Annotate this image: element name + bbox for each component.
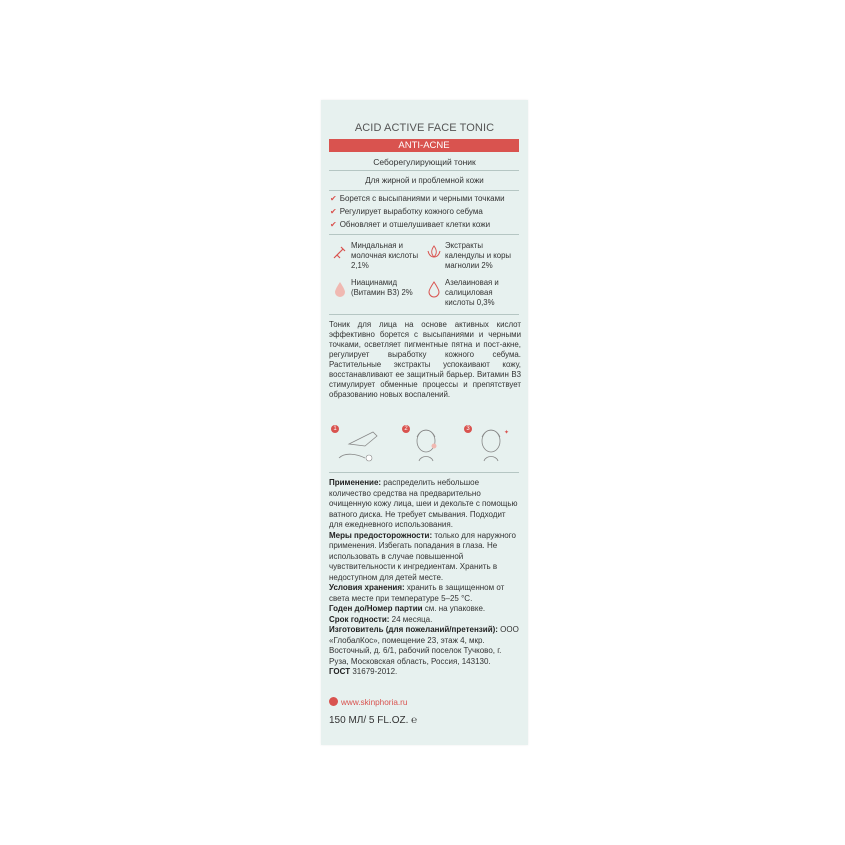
- check-icon: ✔: [330, 207, 337, 216]
- face-glow-illustration: [473, 425, 513, 465]
- ingredient-extracts: Экстракты календулы и коры магнолии 2%: [445, 241, 512, 270]
- step-badge: 3: [464, 425, 472, 433]
- step-badge: 1: [331, 425, 339, 433]
- acid-drop-icon: [425, 280, 443, 298]
- svg-text:✦: ✦: [504, 430, 510, 436]
- divider: [329, 472, 519, 473]
- face-cotton-illustration: [409, 425, 443, 465]
- skin-type: Для жирной и проблемной кожи: [365, 176, 484, 185]
- check-icon: ✔: [330, 194, 337, 203]
- product-title: ACID ACTIVE FACE TONIC: [354, 122, 495, 134]
- product-type: Себорегулирующий тоник: [373, 157, 476, 167]
- divider: [329, 170, 519, 171]
- ingredient-azelaic: Азелаиновая и салициловая кислоты 0,3%: [445, 278, 499, 307]
- usage-section: Применение: распределить небольшое количество средства на предварительно очищенную кожу лица, шеи и декольте с помощью ватного диска. Не требует смывания. Подходит для ежедневного использования. Меры предосторожности: только для наружного применения. Избегать попадания в глаза. Не использовать в случае повышенной чувствительности к ингредиентам. Хранить в недоступном для детей месте. Условия хранения: хранить в защищенном от света месте при температуре 5–25 °С. Годен до/Номер партии см. на упаковке. Срок годности: 24 месяца. Изготовитель (для пожеланий/претензий): ООО «ГлобалКос», помещение 23, этаж 4, мкр. Восточный, д. 6/1, рабочий поселок Тучково, г. Руза, Московская область, Россия, 143130. ГОСТ 31679-2012.: [329, 478, 519, 676]
- divider: [329, 190, 519, 191]
- divider: [329, 234, 519, 235]
- benefit-item: ✔ Борется с высыпаниями и черными точками: [330, 194, 505, 203]
- ingredient-niacinamide: Ниацинамид (Витамин В3) 2%: [351, 278, 413, 297]
- anti-acne-banner: [329, 139, 519, 152]
- check-icon: ✔: [330, 220, 337, 229]
- divider: [329, 314, 519, 315]
- globe-icon: [329, 697, 338, 706]
- benefit-item: ✔ Обновляет и отшелушивает клетки кожи: [330, 220, 491, 229]
- website-link[interactable]: www.skinphoria.ru: [329, 697, 407, 707]
- drop-icon: [331, 280, 349, 298]
- ingredient-acids: Миндальная и молочная кислоты 2,1%: [351, 241, 419, 270]
- flower-icon: [425, 243, 443, 261]
- anti-acne-label: ANTI-ACNE: [398, 140, 450, 151]
- dropper-icon: [331, 243, 349, 261]
- bottle-hand-illustration: [335, 428, 385, 464]
- benefit-item: ✔ Регулирует выработку кожного себума: [330, 207, 483, 216]
- volume-label: 150 МЛ/ 5 FL.OZ. ℮: [329, 715, 418, 726]
- step-badge: 2: [402, 425, 410, 433]
- product-box: [321, 100, 528, 745]
- product-description: Тоник для лица на основе активных кислот эффективно борется с высыпаниями и черными точками, осветляет пигментные пятна и пост-акне, регулирует выработку кожного себума. Растительные экстракты успокаивают кожу, восстанавливают ее защитный барьер. Витамин В3 стимулирует обменные процессы и препятствует образованию новых воспалений.: [329, 320, 521, 399]
